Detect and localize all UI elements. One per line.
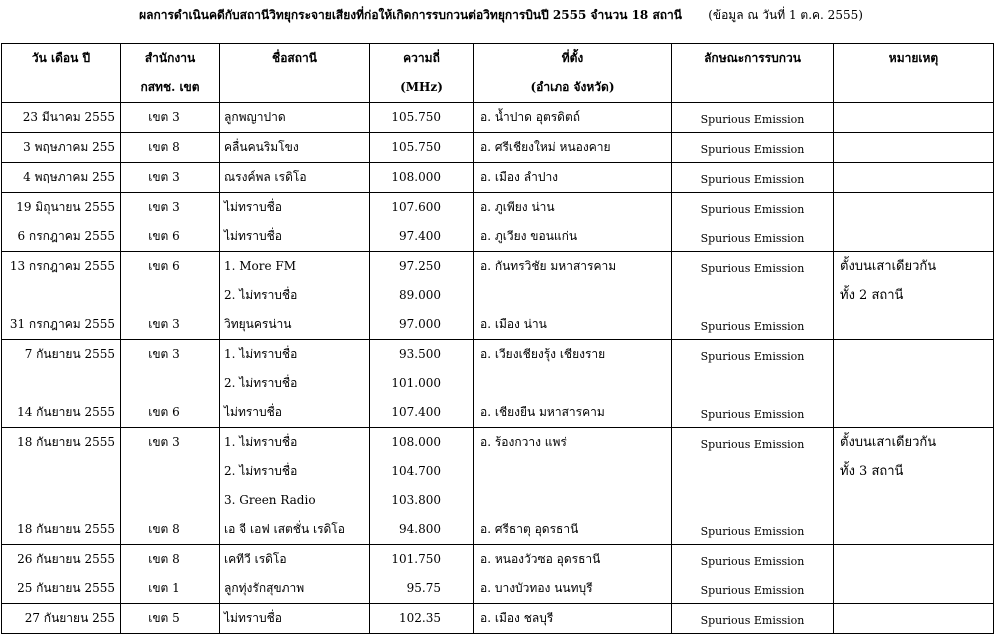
remark-line: ทั้ง 3 สถานี	[840, 464, 904, 479]
frequency-line: 105.750	[391, 110, 441, 124]
frequency-line: 101.000	[391, 376, 441, 390]
office-cell	[121, 604, 220, 634]
station-name-line: ไม่ทราบชื่อ	[224, 611, 283, 625]
date-line: 14 กันยายน 2555	[17, 405, 115, 419]
station-name-line: ลูกพญาปาด	[224, 110, 286, 124]
office-line: เขต 3	[148, 435, 180, 449]
date-cell	[2, 428, 121, 545]
date-line	[2, 486, 120, 515]
remarks-cell	[834, 193, 994, 252]
date-line: 23 มีนาคม 2555	[22, 110, 115, 124]
date-cell	[2, 252, 121, 340]
title-note: (ข้อมูล ณ วันที่ 1 ต.ค. 2555)	[708, 8, 863, 22]
date-line: 19 มิถุนายน 2555	[16, 200, 115, 214]
remarks-cell	[834, 133, 994, 163]
empty-line	[834, 545, 993, 574]
name-cell	[220, 604, 370, 634]
location-line: อ. บางบัวทอง นนทบุรี	[480, 581, 593, 595]
name-cell	[220, 252, 370, 340]
frequency-line: 108.000	[391, 435, 441, 449]
office-line: เขต 3	[148, 170, 180, 184]
freq-cell	[370, 340, 474, 428]
location-line: อ. น้ำปาด อุตรดิตถ์	[480, 110, 581, 124]
interference-line	[672, 457, 833, 486]
characteristic-cell	[672, 604, 834, 634]
frequency-line: 104.700	[391, 464, 441, 478]
freq-cell	[370, 193, 474, 252]
location-cell	[474, 103, 672, 133]
frequency-line: 107.600	[391, 200, 441, 214]
location-cell	[474, 545, 672, 604]
date-line: 27 กันยายน 255	[24, 611, 115, 625]
date-line: 31 กรกฎาคม 2555	[9, 317, 115, 331]
remarks-cell	[834, 428, 994, 545]
frequency-line: 108.000	[391, 170, 441, 184]
location-cell	[474, 340, 672, 428]
interference-line	[672, 281, 833, 310]
office-cell	[121, 163, 220, 193]
frequency-line: 97.250	[399, 259, 441, 273]
frequency-line: 107.400	[391, 405, 441, 419]
station-name-line: 1. ไม่ทราบชื่อ	[224, 347, 298, 361]
remarks-cell	[834, 604, 994, 634]
frequency-line: 89.000	[399, 288, 441, 302]
location-line: อ. เวียงเชียงรุ้ง เชียงราย	[480, 347, 606, 361]
office-line: เขต 6	[148, 259, 180, 273]
date-cell	[2, 340, 121, 428]
station-name-line: วิทยุนครน่าน	[224, 317, 292, 331]
location-line: อ. ร้องกวาง แพร่	[480, 435, 567, 449]
station-name-line: 2. ไม่ทราบชื่อ	[224, 288, 298, 302]
office-line	[121, 486, 219, 515]
office-line: เขต 1	[148, 581, 180, 595]
location-line: อ. เมือง ลำปาง	[480, 170, 559, 184]
station-name-line: 2. ไม่ทราบชื่อ	[224, 376, 298, 390]
header-characteristic: ลักษณะการรบกวน	[672, 44, 834, 103]
station-name-line: 1. ไม่ทราบชื่อ	[224, 435, 298, 449]
station-name-line: ไม่ทราบชื่อ	[224, 200, 283, 214]
table-row	[2, 193, 994, 252]
name-cell	[220, 193, 370, 252]
location-cell	[474, 133, 672, 163]
office-cell	[121, 252, 220, 340]
station-name-line: ไม่ทราบชื่อ	[224, 405, 283, 419]
location-cell	[474, 604, 672, 634]
office-line: เขต 8	[148, 140, 180, 154]
location-cell	[474, 193, 672, 252]
table-row	[2, 103, 994, 133]
location-line: อ. ภูเพียง น่าน	[480, 200, 555, 214]
interference-line	[672, 369, 833, 398]
interference-line: Spurious Emission	[700, 525, 805, 538]
interference-line: Spurious Emission	[700, 438, 805, 451]
office-cell	[121, 340, 220, 428]
remark-line: ทั้ง 2 สถานี	[840, 288, 904, 303]
date-line: 3 พฤษภาคม 255	[23, 140, 115, 154]
date-line: 4 พฤษภาคม 255	[23, 170, 115, 184]
interference-line: Spurious Emission	[700, 614, 805, 627]
header-remarks: หมายเหตุ	[834, 44, 994, 103]
freq-cell	[370, 133, 474, 163]
header-location: ที่ตั้ง (อำเภอ จังหวัด)	[474, 44, 672, 103]
office-line	[121, 281, 219, 310]
date-line: 18 กันยายน 2555	[17, 522, 115, 536]
station-name-line: 2. ไม่ทราบชื่อ	[224, 464, 298, 478]
empty-line	[834, 193, 993, 222]
remarks-cell	[834, 252, 994, 340]
interference-line: Spurious Emission	[700, 173, 805, 186]
station-name-line: 3. Green Radio	[224, 493, 316, 507]
name-cell	[220, 163, 370, 193]
characteristic-cell	[672, 428, 834, 545]
freq-cell	[370, 428, 474, 545]
name-cell	[220, 133, 370, 163]
frequency-line: 94.800	[399, 522, 441, 536]
header-row	[2, 44, 994, 103]
interference-table	[1, 43, 994, 634]
station-name-line: 1. More FM	[224, 259, 297, 273]
interference-line: Spurious Emission	[700, 350, 805, 363]
office-cell	[121, 193, 220, 252]
document-title	[0, 6, 1002, 25]
location-line: อ. ศรีธาตุ อุดรธานี	[480, 522, 579, 536]
interference-line: Spurious Emission	[700, 203, 805, 216]
office-line: เขต 3	[148, 110, 180, 124]
date-cell	[2, 545, 121, 604]
header-office: สำนักงาน กสทช. เขต	[121, 44, 220, 103]
freq-cell	[370, 545, 474, 604]
frequency-line: 102.35	[399, 611, 441, 625]
station-name-line: เอ จี เอฟ เสตชั่น เรดิโอ	[224, 522, 345, 536]
header-name: ชื่อสถานี	[220, 44, 370, 103]
office-line	[121, 369, 219, 398]
empty-line	[834, 103, 993, 132]
interference-line: Spurious Emission	[700, 262, 805, 275]
table-row	[2, 545, 994, 604]
empty-line	[834, 133, 993, 162]
location-line: อ. เมือง ชลบุรี	[480, 611, 554, 625]
interference-line: Spurious Emission	[700, 408, 805, 421]
table-row	[2, 604, 994, 634]
location-line: อ. เมือง น่าน	[480, 317, 547, 331]
date-line: 26 กันยายน 2555	[17, 552, 115, 566]
remark-line: ตั้งบนเสาเดียวกัน	[840, 435, 937, 450]
empty-line	[834, 163, 993, 192]
freq-cell	[370, 163, 474, 193]
office-line: เขต 3	[148, 317, 180, 331]
date-line: 13 กรกฎาคม 2555	[9, 259, 115, 273]
characteristic-cell	[672, 340, 834, 428]
interference-line: Spurious Emission	[700, 320, 805, 333]
date-line: 7 กันยายน 2555	[24, 347, 115, 361]
date-cell	[2, 163, 121, 193]
office-line: เขต 6	[148, 405, 180, 419]
freq-cell	[370, 604, 474, 634]
location-line: อ. ภูเวียง ขอนแก่น	[480, 229, 578, 243]
location-cell	[474, 428, 672, 545]
office-cell	[121, 103, 220, 133]
office-line: เขต 6	[148, 229, 180, 243]
remarks-cell	[834, 163, 994, 193]
frequency-line: 101.750	[391, 552, 441, 566]
location-line	[474, 281, 671, 310]
remarks-cell	[834, 103, 994, 133]
location-line	[474, 486, 671, 515]
characteristic-cell	[672, 193, 834, 252]
location-cell	[474, 252, 672, 340]
interference-line: Spurious Emission	[700, 555, 805, 568]
location-line: อ. ศรีเชียงใหม่ หนองคาย	[480, 140, 611, 154]
characteristic-cell	[672, 252, 834, 340]
table-row	[2, 340, 994, 428]
station-name-line: ไม่ทราบชื่อ	[224, 229, 283, 243]
characteristic-cell	[672, 163, 834, 193]
date-line	[2, 281, 120, 310]
date-line	[2, 369, 120, 398]
office-cell	[121, 428, 220, 545]
office-line: เขต 8	[148, 522, 180, 536]
frequency-line: 95.75	[406, 581, 441, 595]
location-line: อ. กันทรวิชัย มหาสารคาม	[480, 259, 617, 273]
interference-line: Spurious Emission	[700, 113, 805, 126]
table-row	[2, 133, 994, 163]
header-frequency: ความถี่ (MHz)	[370, 44, 474, 103]
empty-line	[834, 340, 993, 369]
frequency-line: 105.750	[391, 140, 441, 154]
remarks-cell	[834, 545, 994, 604]
office-line: เขต 3	[148, 347, 180, 361]
office-line: เขต 3	[148, 200, 180, 214]
frequency-line: 103.800	[391, 493, 441, 507]
table-row	[2, 252, 994, 340]
station-name-line: ณรงค์พล เรดิโอ	[224, 170, 307, 184]
date-line	[2, 457, 120, 486]
name-cell	[220, 545, 370, 604]
date-cell	[2, 133, 121, 163]
header-date: วัน เดือน ปี	[2, 44, 121, 103]
freq-cell	[370, 103, 474, 133]
location-line: อ. เชียงยืน มหาสารคาม	[480, 405, 605, 419]
interference-line	[672, 486, 833, 515]
location-line: อ. หนองวัวซอ อุดรธานี	[480, 552, 601, 566]
interference-line: Spurious Emission	[700, 143, 805, 156]
office-cell	[121, 133, 220, 163]
location-cell	[474, 163, 672, 193]
date-line: 18 กันยายน 2555	[17, 435, 115, 449]
interference-line: Spurious Emission	[700, 584, 805, 597]
office-line: เขต 8	[148, 552, 180, 566]
remark-line: ตั้งบนเสาเดียวกัน	[840, 259, 937, 274]
location-line	[474, 369, 671, 398]
date-cell	[2, 103, 121, 133]
interference-line: Spurious Emission	[700, 232, 805, 245]
office-line	[121, 457, 219, 486]
title-text: ผลการดำเนินคดีกับสถานีวิทยุกระจายเสียงที่ก่อให้เกิดการรบกวนต่อวิทยุการบินปี 2555 จำนวน 18 สถานี	[139, 8, 682, 22]
frequency-line: 97.400	[399, 229, 441, 243]
remarks-cell	[834, 340, 994, 428]
office-cell	[121, 545, 220, 604]
freq-cell	[370, 252, 474, 340]
frequency-line: 97.000	[399, 317, 441, 331]
station-name-line: คลื่นคนริมโขง	[224, 140, 299, 154]
date-cell	[2, 604, 121, 634]
date-line: 6 กรกฎาคม 2555	[17, 229, 115, 243]
station-name-line: เคทีวี เรดิโอ	[224, 552, 287, 566]
name-cell	[220, 428, 370, 545]
date-line: 25 กันยายน 2555	[17, 581, 115, 595]
table-row	[2, 163, 994, 193]
station-name-line: ลูกทุ่งรักสุขภาพ	[224, 581, 305, 595]
frequency-line: 93.500	[399, 347, 441, 361]
characteristic-cell	[672, 133, 834, 163]
date-cell	[2, 193, 121, 252]
characteristic-cell	[672, 545, 834, 604]
empty-line	[834, 604, 993, 633]
characteristic-cell	[672, 103, 834, 133]
table-row	[2, 428, 994, 545]
location-line	[474, 457, 671, 486]
office-line: เขต 5	[148, 611, 180, 625]
name-cell	[220, 340, 370, 428]
name-cell	[220, 103, 370, 133]
